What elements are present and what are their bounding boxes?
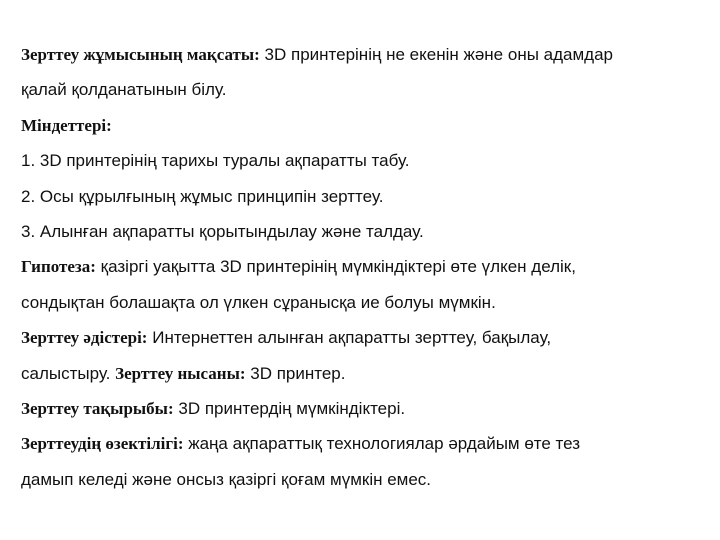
task-item-3	[21, 214, 711, 249]
aim-line-1	[21, 37, 711, 72]
hypothesis-label: Гипотеза:	[21, 257, 96, 277]
task-text-3: 3. Алынған ақпаратты қорытындылау және талдау.	[21, 221, 424, 241]
task-text-1: 1. 3D принтерінің тарихы туралы ақпаратты табу.	[21, 151, 410, 171]
aim-line-2	[21, 72, 711, 107]
object-label: Зерттеу нысаны:	[115, 363, 246, 383]
aim-text-2: қалай қолданатынын білу.	[21, 80, 227, 100]
topic-label: Зерттеу тақырыбы:	[21, 398, 174, 418]
methods-text-2: салыстыру.	[21, 363, 111, 383]
task-item-1	[21, 143, 711, 178]
hypothesis-line-1	[21, 249, 711, 284]
task-text-2: 2. Осы құрылғының жұмыс принципін зерттеу.	[21, 186, 384, 206]
object-text: 3D принтер.	[250, 363, 346, 383]
hypothesis-text-1: қазіргі уақытта 3D принтерінің мүмкіндіктері өте үлкен делік,	[100, 257, 576, 277]
document-body	[21, 37, 711, 497]
tasks-label: Міндеттері:	[21, 115, 112, 135]
methods-text-1: Интернеттен алынған ақпаратты зерттеу, бақылау,	[152, 328, 552, 348]
aim-text-1: 3D принтерінің не екенін және оны адамдар	[264, 45, 613, 64]
relevance-line-2	[21, 462, 711, 497]
hypothesis-line-2	[21, 285, 711, 320]
methods-label: Зерттеу әдістері:	[21, 328, 148, 348]
aim-label: Зерттеу жұмысының мақсаты:	[21, 45, 260, 64]
methods-line-1	[21, 320, 711, 355]
relevance-label: Зерттеудің өзектілігі:	[21, 434, 184, 454]
hypothesis-text-2: сондықтан болашақта ол үлкен сұранысқа ие болуы мүмкін.	[21, 292, 496, 312]
topic-line	[21, 391, 711, 426]
relevance-text-1: жаңа ақпараттық технологиялар әрдайым өте тез	[188, 434, 581, 454]
methods-line-2	[21, 356, 711, 391]
relevance-line-1	[21, 426, 711, 461]
task-item-2	[21, 179, 711, 214]
relevance-text-2: дамып келеді және онсыз қазіргі қоғам мүмкін емес.	[21, 469, 432, 489]
tasks-heading-line	[21, 108, 711, 143]
topic-text: 3D принтердің мүмкіндіктері.	[178, 398, 406, 418]
